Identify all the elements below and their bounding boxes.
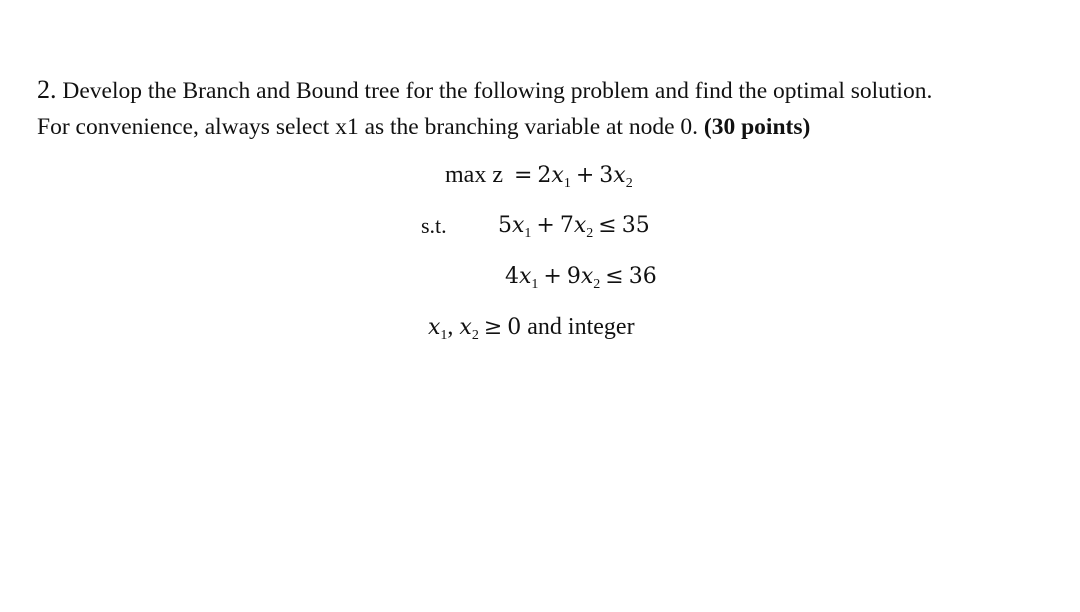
problem-line-1-text: Develop the Branch and Bound tree for the following problem and find the optimal solution. — [62, 78, 933, 104]
constraint-2: $4x_1 + 9x_2 \le 36$ — [505, 264, 657, 292]
problem-line-1 — [37, 72, 1057, 109]
constraint-1: $5x_1 + 7x_2 \le 35$ — [498, 213, 650, 241]
subject-to-label: s.t. — [421, 213, 447, 238]
problem-statement — [37, 72, 1057, 145]
problem-number: 2. — [37, 75, 57, 104]
problem-line-2-text: For convenience, always select x1 as the branching variable at node 0. — [37, 114, 699, 140]
domain-suffix: and integer — [527, 314, 635, 340]
objective-max: max — [445, 162, 487, 188]
variable-domain: $x_1$, $x_2 \ge 0$ and integer — [428, 314, 635, 343]
objective-function: $\max z = 2x_1 + 3x_2$ — [445, 162, 633, 191]
problem-line-2 — [37, 109, 1057, 145]
problem-points: (30 points) — [703, 114, 811, 140]
objective-var: z — [492, 162, 503, 188]
